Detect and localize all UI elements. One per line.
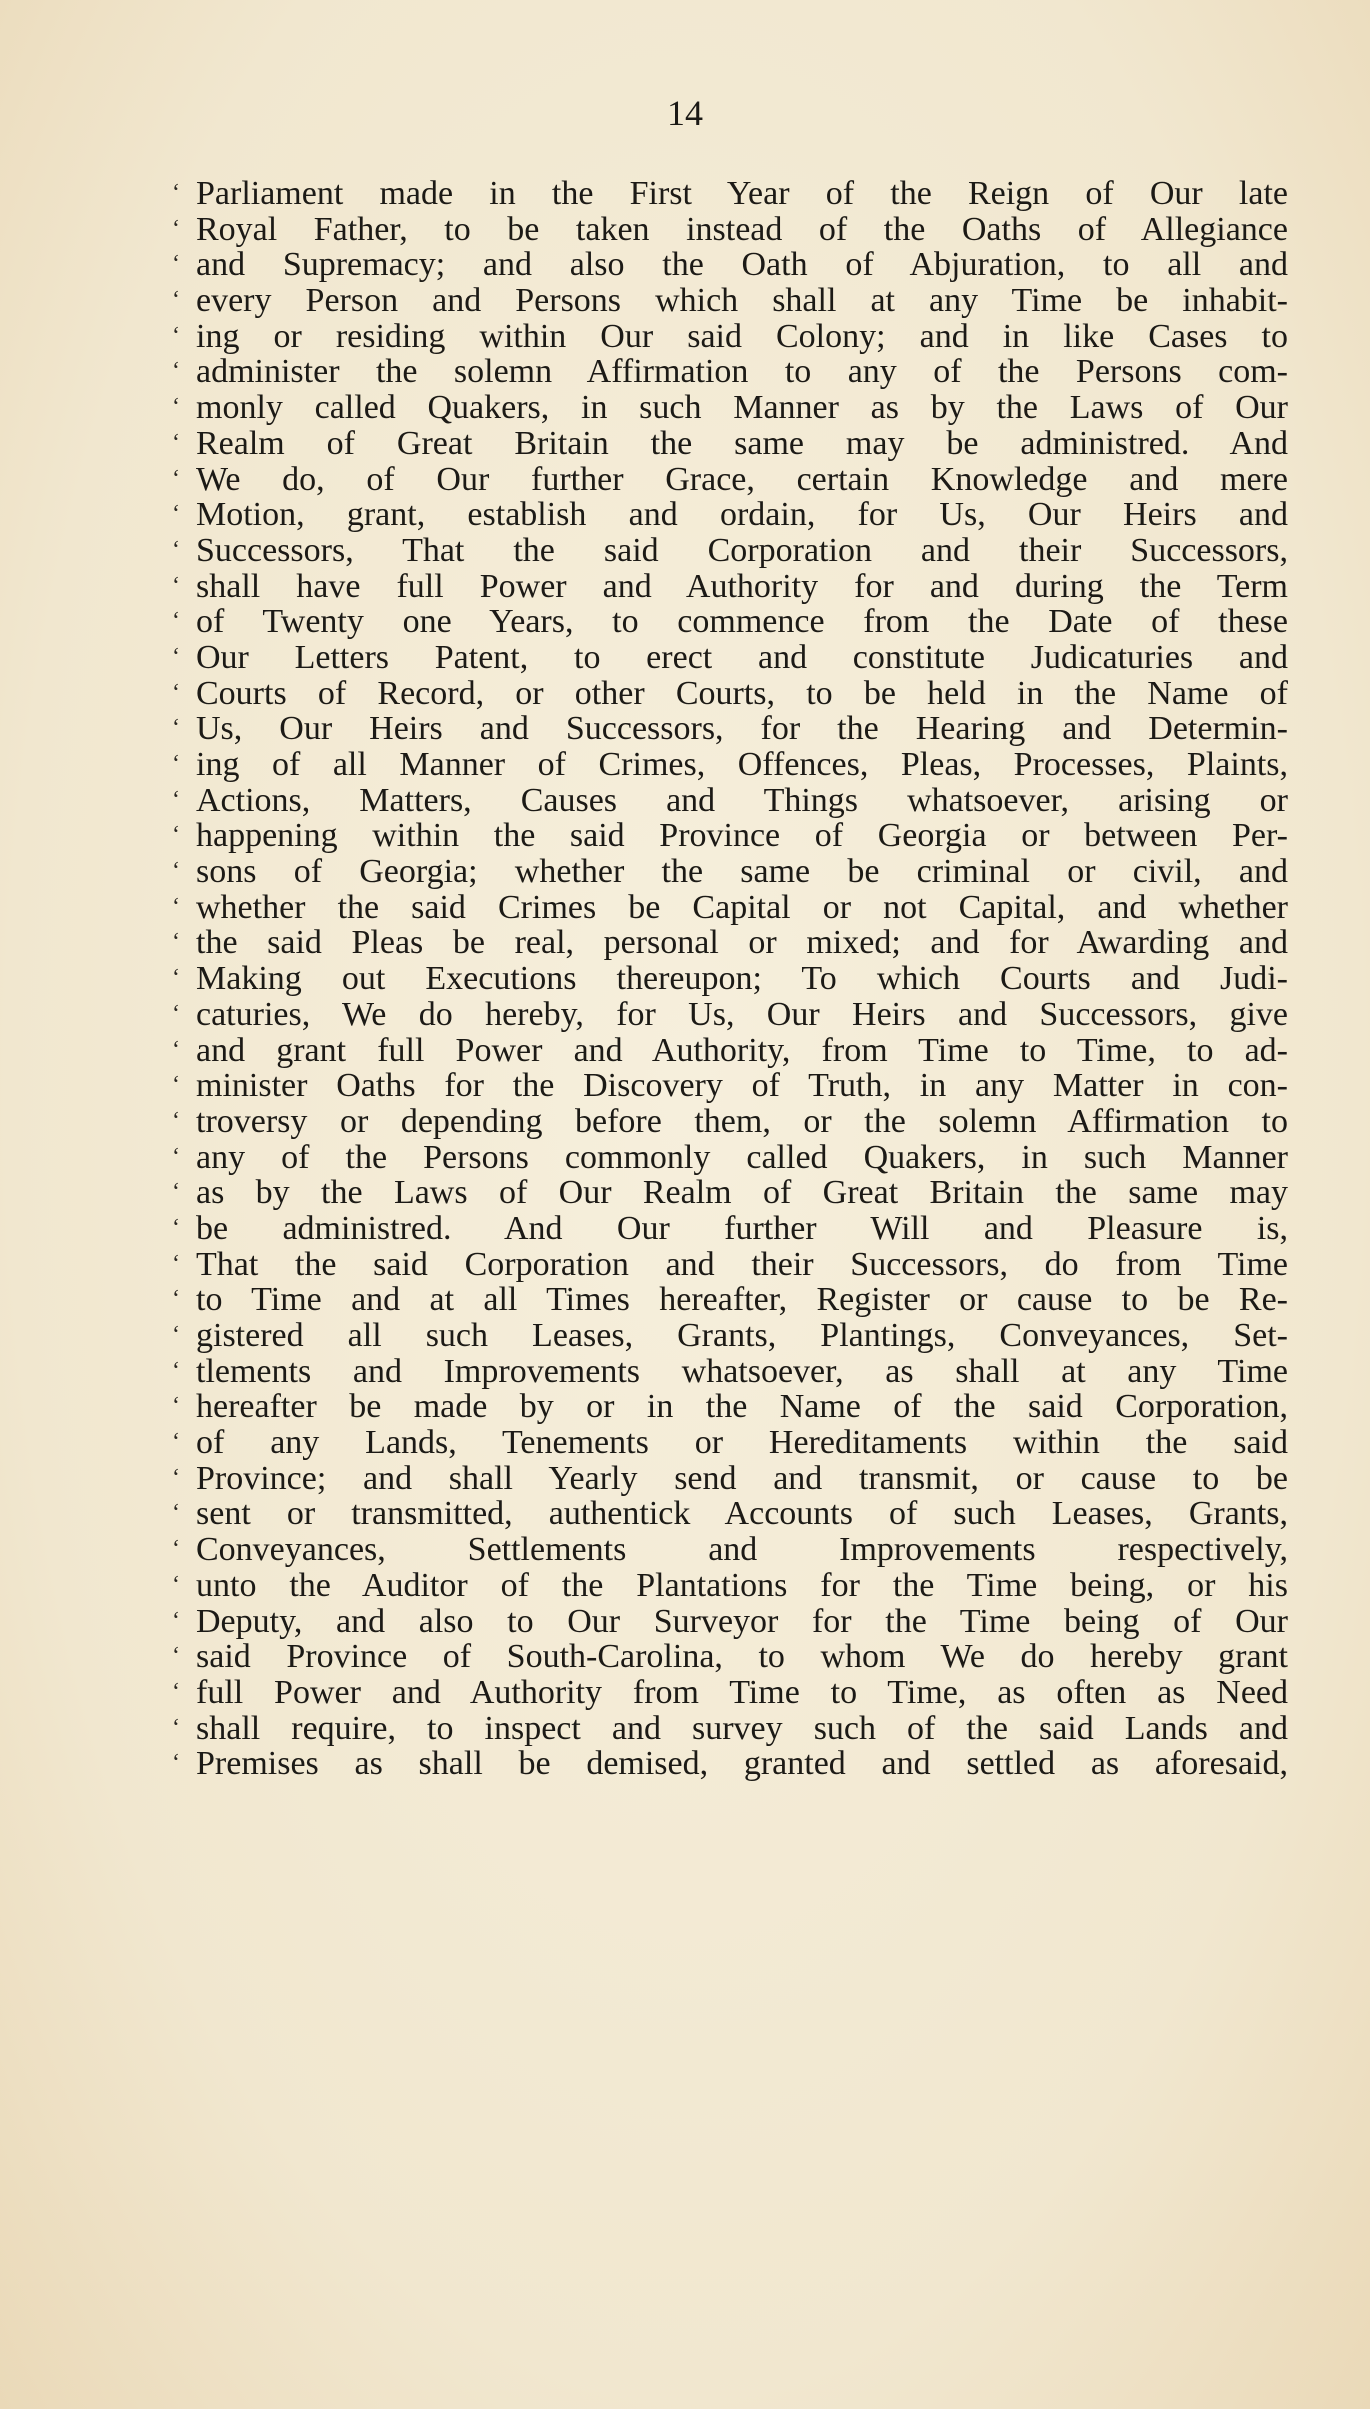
text-line — [172, 924, 1288, 962]
line-text: whether the said Crimes be Capital or not Capital, and whether — [196, 888, 1288, 926]
quotation-mark: ‘ — [172, 429, 180, 456]
text-line — [172, 674, 1288, 712]
text-line — [172, 1638, 1288, 1676]
text-line — [172, 1138, 1288, 1176]
line-text: Premises as shall be demised, granted and settled as aforesaid, — [196, 1745, 1288, 1783]
quotation-mark: ‘ — [172, 1393, 180, 1420]
text-line — [172, 1495, 1288, 1533]
quotation-mark: ‘ — [172, 1036, 180, 1063]
line-text: every Person and Persons which shall at any Time be inhabit- — [196, 282, 1288, 320]
quotation-mark: ‘ — [172, 1750, 180, 1777]
text-line — [172, 175, 1288, 212]
quotation-mark: ‘ — [172, 608, 180, 635]
quotation-mark: ‘ — [172, 1643, 180, 1670]
line-text: ing of all Manner of Crimes, Offences, Pleas, Processes, Plaints, — [196, 746, 1288, 783]
line-text: gistered all such Leases, Grants, Plantings, Conveyances, Set- — [196, 1317, 1288, 1354]
line-text: troversy or depending before them, or the solemn Affirmation to — [196, 1102, 1288, 1140]
quotation-mark: ‘ — [172, 1500, 180, 1527]
text-line — [172, 1709, 1288, 1747]
quotation-mark: ‘ — [172, 215, 180, 242]
line-text: happening within the said Province of Georgia or between Per- — [196, 817, 1288, 855]
quotation-mark: ‘ — [172, 965, 180, 992]
line-text: Courts of Record, or other Courts, to be held in the Name of — [196, 674, 1288, 712]
line-text: full Power and Authority from Time to Time, as often as Need — [196, 1673, 1288, 1711]
quotation-mark: ‘ — [172, 929, 180, 956]
quotation-mark: ‘ — [172, 394, 180, 421]
line-text: shall have full Power and Authority for and during the Term — [196, 567, 1288, 605]
line-text: be administred. And Our further Will and Pleasure is, — [196, 1209, 1288, 1247]
line-text: Province; and shall Yearly send and transmit, or cause to be — [196, 1459, 1288, 1497]
quotation-mark: ‘ — [172, 715, 180, 742]
text-line — [172, 496, 1288, 534]
quotation-mark: ‘ — [172, 1571, 180, 1598]
quotation-mark: ‘ — [172, 251, 180, 278]
line-text: Conveyances, Settlements and Improvements respectively, — [196, 1531, 1288, 1569]
line-text: Motion, grant, establish and ordain, for Us, Our Heirs and — [196, 496, 1288, 534]
text-line — [172, 1352, 1288, 1390]
text-line — [172, 317, 1288, 355]
quotation-mark: ‘ — [172, 1107, 180, 1134]
text-line — [172, 817, 1288, 855]
text-line — [172, 888, 1288, 926]
line-text: monly called Quakers, in such Manner as by the Laws of Our — [196, 389, 1288, 427]
quotation-mark: ‘ — [172, 465, 180, 492]
text-line — [172, 1067, 1288, 1105]
quotation-mark: ‘ — [172, 322, 180, 349]
line-text: the said Pleas be real, personal or mixed; and for Awarding and — [196, 924, 1288, 962]
quotation-mark: ‘ — [172, 180, 180, 206]
quotation-mark: ‘ — [172, 1072, 180, 1099]
text-line — [172, 1317, 1288, 1354]
line-text: and grant full Power and Authority, from Time to Time, to ad- — [196, 1031, 1288, 1069]
line-text: and Supremacy; and also the Oath of Abjuration, to all and — [196, 246, 1288, 284]
text-line — [172, 781, 1288, 819]
page-number: 14 — [667, 93, 703, 133]
line-text: administer the solemn Affirmation to any of the Persons com- — [196, 353, 1288, 391]
line-text: sons of Georgia; whether the same be criminal or civil, and — [196, 853, 1288, 891]
line-text: sent or transmitted, authentick Accounts of such Leases, Grants, — [196, 1495, 1288, 1533]
quotation-mark: ‘ — [172, 1214, 180, 1241]
quotation-mark: ‘ — [172, 643, 180, 670]
line-text: ing or residing within Our said Colony; and in like Cases to — [196, 317, 1288, 355]
text-line — [172, 638, 1288, 676]
line-text: We do, of Our further Grace, certain Knowledge and mere — [196, 460, 1288, 498]
line-text: caturies, We do hereby, for Us, Our Heirs and Successors, give — [196, 995, 1288, 1033]
line-text: Parliament made in the First Year of the Reign of Our late — [196, 175, 1288, 212]
line-text: Successors, That the said Corporation and their Successors, — [196, 531, 1288, 569]
text-line — [172, 1673, 1288, 1711]
body-text — [172, 175, 1288, 1783]
quotation-mark: ‘ — [172, 1179, 180, 1206]
text-line — [172, 1031, 1288, 1069]
line-text: Us, Our Heirs and Successors, for the Hearing and Determin- — [196, 710, 1288, 748]
quotation-mark: ‘ — [172, 572, 180, 599]
text-line — [172, 1102, 1288, 1140]
quotation-mark: ‘ — [172, 1357, 180, 1384]
quotation-mark: ‘ — [172, 536, 180, 563]
text-line — [172, 1745, 1288, 1783]
line-text: to Time and at all Times hereafter, Register or cause to be Re- — [196, 1281, 1288, 1319]
text-line — [172, 282, 1288, 320]
line-text: Actions, Matters, Causes and Things whatsoever, arising or — [196, 781, 1288, 819]
line-text: of Twenty one Years, to commence from the Date of these — [196, 603, 1288, 641]
quotation-mark: ‘ — [172, 1250, 180, 1277]
text-line — [172, 603, 1288, 641]
text-line — [172, 567, 1288, 605]
text-line — [172, 1424, 1288, 1462]
line-text: tlements and Improvements whatsoever, as shall at any Time — [196, 1352, 1288, 1390]
line-text: unto the Auditor of the Plantations for the Time being, or his — [196, 1566, 1288, 1604]
line-text: any of the Persons commonly called Quakers, in such Manner — [196, 1138, 1288, 1176]
quotation-mark: ‘ — [172, 1536, 180, 1563]
text-line — [172, 746, 1288, 783]
text-line — [172, 1174, 1288, 1212]
line-text: of any Lands, Tenements or Hereditaments within the said — [196, 1424, 1288, 1462]
quotation-mark: ‘ — [172, 1143, 180, 1170]
text-line — [172, 1566, 1288, 1604]
text-line — [172, 1459, 1288, 1497]
line-text: Royal Father, to be taken instead of the Oaths of Allegiance — [196, 210, 1288, 248]
quotation-mark: ‘ — [172, 893, 180, 920]
text-line — [172, 246, 1288, 284]
line-text: That the said Corporation and their Successors, do from Time — [196, 1245, 1288, 1283]
text-line — [172, 710, 1288, 748]
quotation-mark: ‘ — [172, 679, 180, 706]
line-text: Realm of Great Britain the same may be administred. And — [196, 424, 1288, 462]
line-text: shall require, to inspect and survey such of the said Lands and — [196, 1709, 1288, 1747]
text-line — [172, 210, 1288, 248]
text-line — [172, 389, 1288, 427]
text-line — [172, 1602, 1288, 1640]
line-text: Our Letters Patent, to erect and constitute Judicaturies and — [196, 638, 1288, 676]
quotation-mark: ‘ — [172, 1714, 180, 1741]
text-line — [172, 1388, 1288, 1426]
text-line — [172, 995, 1288, 1033]
quotation-mark: ‘ — [172, 786, 180, 813]
quotation-mark: ‘ — [172, 1000, 180, 1027]
text-line — [172, 1245, 1288, 1283]
line-text: as by the Laws of Our Realm of Great Britain the same may — [196, 1174, 1288, 1212]
quotation-mark: ‘ — [172, 858, 180, 885]
quotation-mark: ‘ — [172, 822, 180, 849]
text-line — [172, 531, 1288, 569]
text-line — [172, 424, 1288, 462]
line-text: minister Oaths for the Discovery of Truth, in any Matter in con- — [196, 1067, 1288, 1105]
line-text: Deputy, and also to Our Surveyor for the Time being of Our — [196, 1602, 1288, 1640]
quotation-mark: ‘ — [172, 1464, 180, 1491]
quotation-mark: ‘ — [172, 751, 180, 777]
quotation-mark: ‘ — [172, 287, 180, 314]
quotation-mark: ‘ — [172, 1429, 180, 1456]
line-text: said Province of South-Carolina, to whom We do hereby grant — [196, 1638, 1288, 1676]
text-line — [172, 1281, 1288, 1319]
text-line — [172, 460, 1288, 498]
quotation-mark: ‘ — [172, 1678, 180, 1705]
quotation-mark: ‘ — [172, 1322, 180, 1348]
line-text: hereafter be made by or in the Name of the said Corporation, — [196, 1388, 1288, 1426]
text-line — [172, 853, 1288, 891]
text-line — [172, 1531, 1288, 1569]
quotation-mark: ‘ — [172, 1286, 180, 1313]
quotation-mark: ‘ — [172, 358, 180, 385]
line-text: Making out Executions thereupon; To which Courts and Judi- — [196, 960, 1288, 998]
text-line — [172, 353, 1288, 391]
text-line — [172, 1209, 1288, 1247]
quotation-mark: ‘ — [172, 1607, 180, 1634]
quotation-mark: ‘ — [172, 501, 180, 528]
text-line — [172, 960, 1288, 998]
